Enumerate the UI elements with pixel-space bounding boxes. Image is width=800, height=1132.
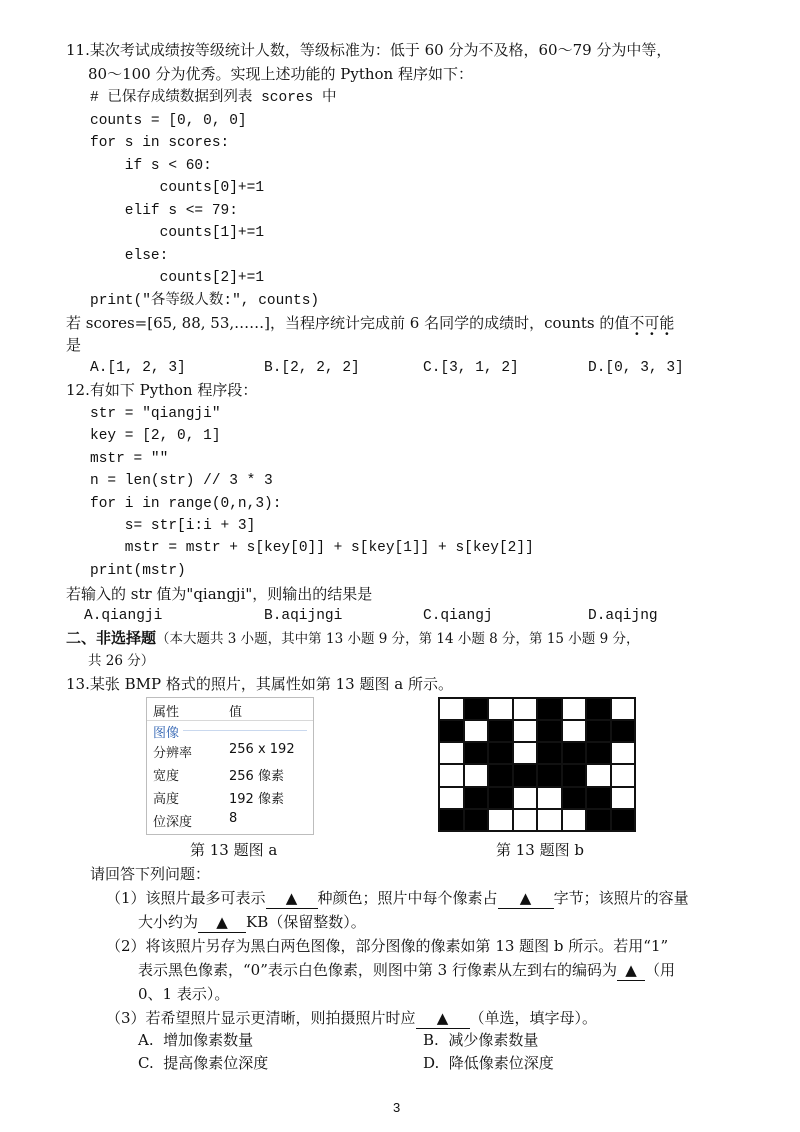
page-number: 3 [393,1100,401,1115]
pixel-black [464,698,489,720]
answer-blank-size: ▲ [198,912,246,933]
pixel-black [562,742,587,764]
q11-question: 若 scores=[65, 88, 53,……]，当程序统计完成前 6 名同学的成绩时，counts 的值不可能 [66,314,675,332]
pixel-white [611,764,636,786]
caption-figure-b: 第 13 题图 b [496,841,584,859]
pixel-white [562,720,587,742]
q11-code-line: if s < 60: [90,157,212,174]
q11-option-d: D.[0, 3, 3] [588,360,684,376]
pixel-white [513,742,538,764]
pixel-white [562,809,587,831]
q12-question: 若输入的 str 值为"qiangji"，则输出的结果是 [66,585,373,603]
pixel-black [586,698,611,720]
q11-code-line: # 已保存成绩数据到列表 scores 中 [90,90,337,106]
q11-code-line: print("各等级人数:", counts) [90,292,320,309]
answer-blank-colors: ▲ [266,888,318,909]
q12-option-b: B.aqijngi [264,608,343,624]
q11-code-line: elif s <= 79: [90,202,238,219]
q11-code-line: counts[1]+=1 [90,225,265,241]
pixel-white [439,787,464,809]
emphasis-char: 不 [629,314,645,332]
pixel-black [537,742,562,764]
pixel-white [513,720,538,742]
emphasis-char: 能 [659,314,675,332]
section2-title: 二、非选择题 [66,629,157,647]
pixel-white [611,698,636,720]
q11-stem-line2: 80～100 分为优秀。实现上述功能的 Python 程序如下： [88,65,473,83]
q11-question-end: 是 [66,336,82,354]
q13-part1-line2: 大小约为 ▲ KB（保留整数）。 [138,913,366,931]
pixel-white [513,809,538,831]
pixel-white [611,742,636,764]
pixel-black [439,720,464,742]
q11-stem-line1: 11.某次考试成绩按等级统计人数，等级标准为：低于 60 分为不及格，60～79 分为中等， [66,41,672,59]
section2-note-line2: 共 26 分） [88,653,155,669]
q13-intro: 请回答下列问题： [90,865,211,883]
property-value: 256 像素 [229,769,284,784]
properties-group-image: 图像 [147,721,313,739]
q12-code-line: mstr = "" [90,450,169,467]
q13-option-d: D. 降低像素位深度 [423,1054,554,1072]
pixel-white [439,698,464,720]
answer-blank-bytes: ▲ [498,888,554,909]
pixel-black [586,720,611,742]
pixel-black [586,787,611,809]
q11-code-line: counts = [0, 0, 0] [90,112,247,129]
answer-blank-choice: ▲ [416,1008,470,1029]
property-name: 宽度 [153,769,180,784]
properties-col-name: 属性 [153,705,180,720]
pixel-black [611,809,636,831]
pixel-black [488,742,513,764]
q12-stem: 12.有如下 Python 程序段： [66,381,258,399]
pixel-black [464,742,489,764]
q12-code-line: s= str[i:i + 3] [90,518,256,534]
pixel-white [537,809,562,831]
pixel-black [586,809,611,831]
properties-row [147,808,313,831]
pixel-black [537,764,562,786]
pixel-white [586,764,611,786]
pixel-grid-figure [438,697,636,832]
pixel-white [439,764,464,786]
pixel-white [537,787,562,809]
q13-part2-line2: 表示黑色像素，“0”表示白色像素，则图中第 3 行像素从左到右的编码为 ▲ （用 [138,961,675,979]
q11-emphasis [629,314,674,332]
pixel-white [464,764,489,786]
property-value: 256 x 192 [229,742,295,757]
q11-code-line: counts[2]+=1 [90,270,265,286]
q13-part2-line1: （2）将该照片另存为黑白两色图像，部分图像的像素如第 13 题图 b 所示。若用“1” [106,937,669,955]
pixel-white [562,698,587,720]
q11-option-a: A.[1, 2, 3] [90,360,186,376]
pixel-white [513,698,538,720]
q11-option-b: B.[2, 2, 2] [264,360,360,376]
q13-stem: 13.某张 BMP 格式的照片，其属性如第 13 题图 a 所示。 [66,675,453,693]
q12-code-line: mstr = mstr + s[key[0]] + s[key[1]] + s[key[2]] [90,540,534,557]
properties-rows [147,739,313,831]
property-name: 高度 [153,792,180,807]
pixel-black [562,764,587,786]
q12-code-line: n = len(str) // 3 * 3 [90,473,273,490]
properties-panel [146,697,314,835]
properties-col-value: 值 [229,705,243,720]
q12-code-line: for i in range(0,n,3): [90,495,282,512]
section2-note: （本大题共 3 小题，其中第 13 小题 9 分，第 14 小题 8 分，第 15 小题 9 分， [156,631,640,647]
pixel-white [439,742,464,764]
pixel-black [439,809,464,831]
q11-code-line: else: [90,247,169,264]
q13-option-a: A. 增加像素数量 [138,1031,254,1049]
q12-option-a: A.qiangji [84,608,163,624]
pixel-black [537,698,562,720]
q13-part2-line3: 0、1 表示）。 [138,985,230,1003]
properties-row [147,762,313,785]
pixel-black [537,720,562,742]
q12-option-d: D.aqijng [588,608,658,624]
q11-code-line: counts[0]+=1 [90,180,265,196]
property-name: 分辨率 [153,746,193,761]
pixel-white [488,698,513,720]
pixel-black [488,720,513,742]
emphasis-char: 可 [644,314,660,332]
q13-part1-line1: （1）该照片最多可表示 ▲ 种颜色；照片中每个像素占 ▲ 字节；该照片的容量 [106,889,689,907]
pixel-white [611,787,636,809]
pixel-white [488,809,513,831]
pixel-white [464,720,489,742]
q13-option-b: B. 减少像素数量 [423,1031,539,1049]
q12-code-line: str = "qiangji" [90,406,221,422]
q13-part3: （3）若希望照片显示更清晰，则拍摄照片时应 ▲ （单选，填字母）。 [106,1009,598,1027]
answer-blank-encoding: ▲ [617,960,645,981]
pixel-white [513,787,538,809]
properties-header [147,698,313,721]
pixel-black [611,720,636,742]
q12-code-line: key = [2, 0, 1] [90,428,221,445]
q12-option-c: C.qiangj [423,608,493,624]
q12-code-line: print(mstr) [90,562,186,579]
property-value: 192 像素 [229,792,284,807]
pixel-black [488,764,513,786]
pixel-black [464,787,489,809]
properties-row [147,739,313,762]
property-value: 8 [229,811,238,826]
properties-row [147,785,313,808]
q13-option-c: C. 提高像素位深度 [138,1054,269,1072]
caption-figure-a: 第 13 题图 a [190,841,278,859]
q11-code-line: for s in scores: [90,135,230,151]
q11-option-c: C.[3, 1, 2] [423,360,519,376]
pixel-black [562,787,587,809]
property-name: 位深度 [153,815,193,830]
section2-heading [66,628,639,649]
pixel-black [586,742,611,764]
pixel-black [488,787,513,809]
pixel-black [464,809,489,831]
pixel-black [513,764,538,786]
